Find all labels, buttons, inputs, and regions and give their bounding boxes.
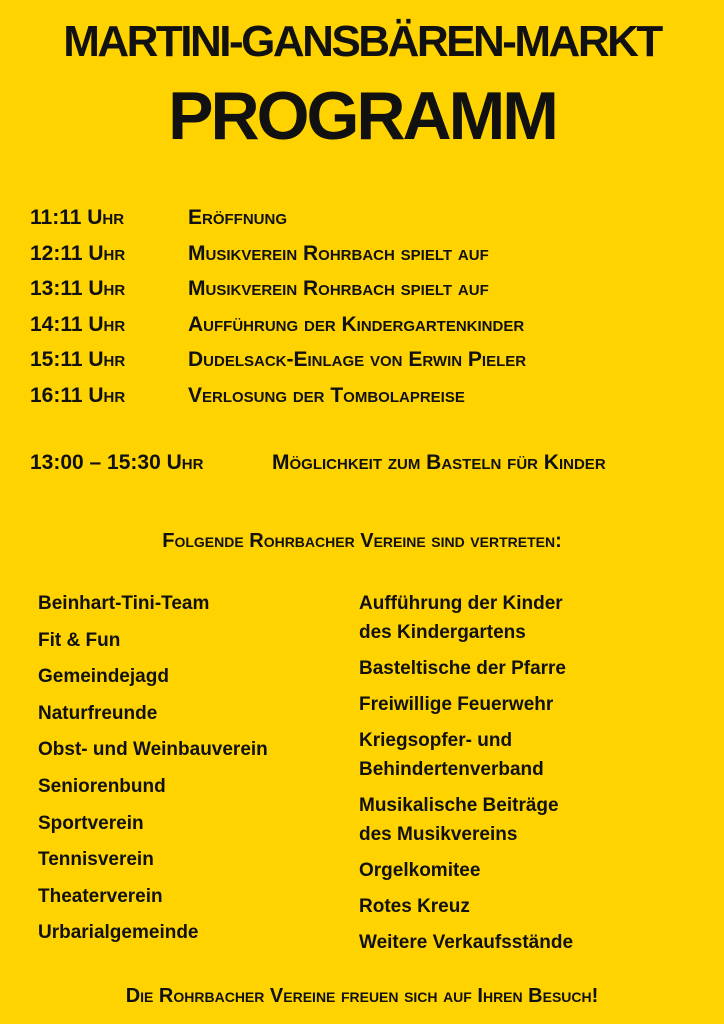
associations-list-left bbox=[38, 589, 338, 955]
schedule-event: Dudelsack-Einlage von Erwin Pieler bbox=[188, 348, 527, 371]
association-item: Basteltische der Pfarre bbox=[359, 658, 566, 679]
schedule-row bbox=[30, 345, 710, 381]
association-item: Tennisverein bbox=[38, 849, 154, 871]
association-item: Beinhart-Tini-Team bbox=[38, 593, 210, 614]
schedule-row bbox=[30, 381, 710, 417]
flyer-title: MARTINI-GANSBÄREN-MARKT bbox=[63, 17, 661, 66]
footer-message: Die Rohrbacher Vereine freuen sich auf Ihren Besuch! bbox=[125, 985, 599, 1007]
schedule-event: Musikverein Rohrbach spielt auf bbox=[188, 277, 489, 300]
association-item: Sportverein bbox=[38, 812, 144, 834]
schedule-row bbox=[30, 274, 710, 310]
association-item: Weitere Verkaufsstände bbox=[359, 932, 574, 953]
association-item: Rotes Kreuz bbox=[359, 896, 470, 917]
association-item: Orgelkomitee bbox=[359, 860, 481, 881]
association-item: Urbarialgemeinde bbox=[38, 922, 199, 944]
association-item: Aufführung der Kinder des Kindergartens bbox=[359, 593, 563, 643]
schedule-list bbox=[30, 203, 710, 416]
schedule-time: 14:11 Uhr bbox=[30, 312, 126, 336]
crafting-time: 13:00 – 15:30 Uhr bbox=[30, 451, 204, 474]
association-item: Gemeindejagd bbox=[38, 666, 169, 688]
schedule-event: Musikverein Rohrbach spielt auf bbox=[188, 241, 489, 265]
schedule-row bbox=[30, 310, 710, 346]
schedule-event: Verlosung der Tombolapreise bbox=[188, 383, 465, 407]
association-item: Kriegsopfer- und Behindertenverband bbox=[359, 730, 544, 780]
schedule-row bbox=[30, 203, 710, 239]
schedule-time: 16:11 Uhr bbox=[30, 383, 126, 407]
schedule-row bbox=[30, 239, 710, 275]
schedule-time: 15:11 Uhr bbox=[30, 348, 126, 371]
association-item: Fit & Fun bbox=[38, 629, 121, 651]
association-item: Theaterverein bbox=[38, 885, 163, 907]
schedule-time: 13:11 Uhr bbox=[30, 277, 126, 300]
associations-heading: Folgende Rohrbacher Vereine sind vertreten: bbox=[162, 530, 562, 552]
schedule-time: 12:11 Uhr bbox=[30, 241, 126, 265]
crafting-row bbox=[30, 448, 710, 480]
association-item: Seniorenbund bbox=[38, 775, 166, 797]
association-item: Naturfreunde bbox=[38, 702, 158, 724]
crafting-event: Möglichkeit zum Basteln für Kinder bbox=[272, 451, 606, 474]
schedule-event: Eröffnung bbox=[188, 206, 287, 229]
associations-list-right bbox=[359, 589, 699, 964]
association-item: Obst- und Weinbauverein bbox=[38, 739, 268, 761]
association-item: Freiwillige Feuerwehr bbox=[359, 694, 554, 715]
schedule-event: Aufführung der Kindergartenkinder bbox=[188, 312, 525, 336]
schedule-time: 11:11 Uhr bbox=[30, 206, 125, 229]
association-item: Musikalische Beiträge des Musikvereins bbox=[359, 795, 559, 845]
flyer-subtitle: PROGRAMM bbox=[168, 78, 556, 154]
